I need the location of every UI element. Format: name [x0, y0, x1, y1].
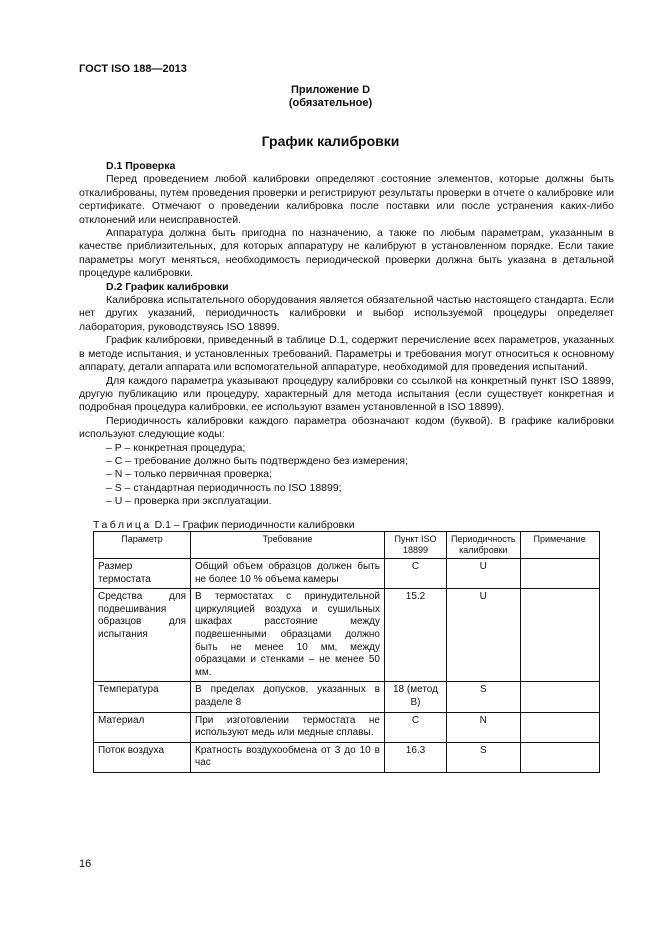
list-item: – S – стандартная периодичность по ISO 18899;	[106, 481, 342, 494]
table-cell	[520, 712, 599, 742]
table-caption	[93, 519, 355, 531]
list-item: – N – только первичная проверка;	[106, 468, 272, 481]
table-cell: Кратность воздухообмена от 3 до 10 в час	[191, 742, 385, 772]
table-cell: Поток воздуха	[94, 742, 191, 772]
table-cell	[520, 682, 599, 712]
list-item: – P – конкретная процедура;	[106, 441, 246, 454]
paragraph: Перед проведением любой калибровки определяют состояние элементов, которые должны быть откалиброваны, путем проведения проверки и регистрируют результаты проверки в отчете о калибровке или сертификате. Отмечают о проведении калибровка после поставки или после устранения каких-либо отклонений или неисправностей.	[79, 173, 614, 226]
table-cell	[520, 589, 599, 682]
page-title: График калибровки	[261, 133, 400, 149]
table-cell: C	[385, 712, 447, 742]
table-cell: N	[447, 712, 521, 742]
table-row	[94, 559, 600, 589]
table-cell: Средства для подвешивания образцов для испытания	[94, 589, 191, 682]
paragraph: Калибровка испытательного оборудования является обязательной частью настоящего стандарта. Если нет других указаний, периодичность калибровки и выбор используемой процедуры определяет лаборатория, руководствуясь ISO 18899.	[79, 294, 614, 333]
table-caption-text: D.1 – График периодичности калибровки	[154, 519, 355, 531]
table-cell	[520, 559, 599, 589]
paragraph: Для каждого параметра указывают процедуру калибровки со ссылкой на конкретный пункт ISO 18899, другую публикацию или процедуру, характерный для метода испытания (если существует конкретная и подробная процедура калибровки, ее используют взамен установленной в ISO 18899).	[79, 374, 614, 414]
list-item: – C – требование должно быть подтверждено без измерения;	[106, 454, 408, 467]
table-cell: Материал	[94, 712, 191, 742]
page-number: 16	[79, 858, 92, 870]
paragraph: График калибровки, приведенный в таблице D.1, содержит перечисление всех параметров, указанных в методе испытания, и установленных требований. Параметры и требования могут относиться к основному аппарату, детали аппарата или вспомогательной аппаратуре, необходимой для проведения испытаний.	[79, 334, 614, 374]
table-cell: U	[447, 559, 521, 589]
table-cell: Размер термостата	[94, 559, 191, 589]
table-caption-prefix: Таблица	[93, 519, 152, 531]
appendix-status: (обязательное)	[288, 97, 373, 109]
table-cell: 18 (метод B)	[385, 682, 447, 712]
table-cell: В термостатах с принудительной циркуляцией воздуха и сушильных шкафах расстояние между подвешенными образцами должно быть не менее 10 мм, между образцами и стенками – не менее 50 мм.	[191, 589, 385, 682]
table-cell: S	[447, 682, 521, 712]
table-cell: 16.3	[385, 742, 447, 772]
section-heading-d2: D.2 График калибровки	[106, 280, 229, 293]
table-row	[94, 589, 600, 682]
list-item: – U – проверка при эксплуатации.	[106, 495, 272, 508]
table-cell: Общий объем образцов должен быть не более 10 % объема камеры	[191, 559, 385, 589]
column-header: Пункт ISO 18899	[385, 532, 447, 559]
table-row	[94, 742, 600, 772]
table-header-row	[94, 532, 600, 559]
table-cell: 15.2	[385, 589, 447, 682]
table-cell: При изготовлении термостата не используют медь или медные сплавы.	[191, 712, 385, 742]
column-header: Периодичность калибровки	[447, 532, 521, 559]
body-text	[79, 160, 614, 509]
code-list	[79, 442, 614, 509]
table-cell: C	[385, 559, 447, 589]
table-cell: S	[447, 742, 521, 772]
paragraph: Периодичность калибровки каждого параметра обозначают кодом (буквой). В графике калибровки используют следующие коды:	[79, 414, 614, 441]
section-heading-d1: D.1 Проверка	[106, 160, 176, 172]
table-cell	[520, 742, 599, 772]
calibration-table	[93, 531, 600, 773]
table-cell: U	[447, 589, 521, 682]
paragraph: Аппаратура должна быть пригодна по назначению, а также по любым параметрам, указанным в качестве приблизительных, для которых аппаратуру не калибруют в установленном порядке. Если такие параметры могут меняться, необходимость периодической проверки должна быть указана в детальной процедуре калибровки.	[79, 227, 614, 280]
column-header: Требование	[191, 532, 385, 559]
document-id: ГОСТ ISO 188—2013	[79, 63, 187, 75]
appendix-label: Приложение D	[290, 84, 371, 96]
column-header: Примечание	[520, 532, 599, 559]
table-row	[94, 682, 600, 712]
table-cell: Температура	[94, 682, 191, 712]
table-cell: В пределах допусков, указанных в разделе 8	[191, 682, 385, 712]
column-header: Параметр	[94, 532, 191, 559]
table-row	[94, 712, 600, 742]
